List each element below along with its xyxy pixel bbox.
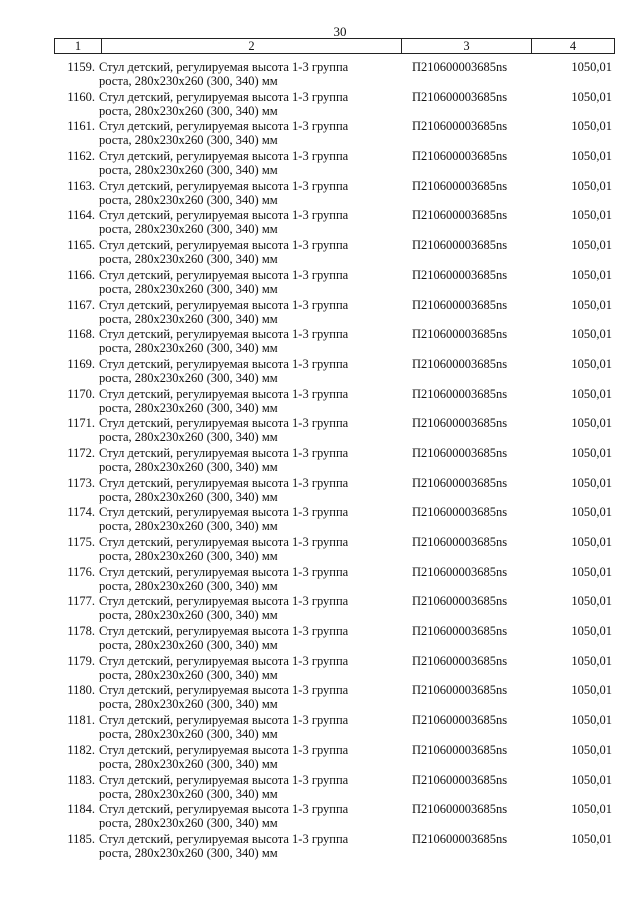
row-price: 1050,01: [571, 149, 612, 164]
row-number: 1169.: [67, 356, 95, 371]
row-code: П210600003685ns: [412, 594, 508, 609]
table-row: [54, 357, 614, 387]
row-number: 1184.: [67, 802, 95, 817]
description-line-1: Стул детский, регулируемая высота 1-3 группа: [99, 297, 349, 312]
row-price: 1050,01: [571, 416, 612, 431]
row-description: [99, 268, 399, 296]
description-line-1: Стул детский, регулируемая высота 1-3 группа: [99, 802, 349, 817]
row-description: [99, 179, 399, 207]
description-line-2: роста, 280x230x260 (300, 340) мм: [99, 667, 278, 682]
row-number: 1185.: [67, 831, 95, 846]
table-row: [54, 476, 614, 506]
description-line-2: роста, 280x230x260 (300, 340) мм: [99, 549, 278, 563]
description-line-2: роста, 280x230x260 (300, 340) мм: [99, 519, 278, 534]
row-price: 1050,01: [571, 772, 612, 787]
row-price: 1050,01: [571, 208, 612, 223]
description-line-2: роста, 280x230x260 (300, 340) мм: [99, 103, 278, 118]
row-description: [99, 416, 399, 444]
description-line-1: Стул детский, регулируемая высота 1-3 группа: [99, 267, 349, 282]
description-line-1: Стул детский, регулируемая высота 1-3 группа: [99, 386, 349, 401]
description-line-2: роста, 280x230x260 (300, 340) мм: [99, 756, 278, 771]
row-number: 1181.: [67, 713, 95, 728]
table-row: [54, 327, 614, 357]
row-code: П210600003685ns: [412, 178, 508, 193]
column-header-row: [54, 38, 615, 54]
description-line-1: Стул детский, регулируемая высота 1-3 группа: [99, 416, 349, 431]
row-price: 1050,01: [571, 445, 612, 460]
column-header-3: 3: [402, 39, 532, 54]
description-line-1: Стул детский, регулируемая высота 1-3 группа: [99, 624, 349, 639]
row-price: 1050,01: [571, 802, 612, 817]
row-code: П210600003685ns: [412, 356, 508, 371]
row-code: П210600003685ns: [412, 772, 508, 787]
description-line-2: роста, 280x230x260 (300, 340) мм: [99, 222, 278, 237]
row-number: 1172.: [67, 445, 95, 460]
row-number: 1182.: [67, 742, 95, 757]
row-price: 1050,01: [571, 594, 612, 609]
row-description: [99, 60, 399, 88]
row-description: [99, 238, 399, 266]
table-row: [54, 683, 614, 713]
description-line-2: роста, 280x230x260 (300, 340) мм: [99, 638, 278, 653]
column-header-1: 1: [55, 39, 102, 54]
row-description: [99, 565, 399, 593]
description-line-1: Стул детский, регулируемая высота 1-3 группа: [99, 327, 349, 342]
page-number: 30: [333, 24, 347, 39]
row-code: П210600003685ns: [412, 416, 508, 431]
row-code: П210600003685ns: [412, 683, 508, 698]
row-description: [99, 535, 399, 563]
row-price: 1050,01: [571, 356, 612, 371]
table-row: [54, 565, 614, 595]
row-code: П210600003685ns: [412, 149, 508, 164]
description-line-1: Стул детский, регулируемая высота 1-3 группа: [99, 445, 349, 460]
table-row: [54, 238, 614, 268]
table-row: [54, 535, 614, 565]
description-line-2: роста, 280x230x260 (300, 340) мм: [99, 192, 278, 207]
description-line-1: Стул детский, регулируемая высота 1-3 группа: [99, 149, 349, 164]
row-description: [99, 298, 399, 326]
row-number: 1166.: [67, 267, 95, 282]
table-row: [54, 505, 614, 535]
table-row: [54, 743, 614, 773]
row-code: П210600003685ns: [412, 564, 508, 579]
row-number: 1180.: [67, 683, 95, 698]
row-number: 1160.: [67, 89, 95, 104]
row-description: [99, 90, 399, 118]
description-line-2: роста, 280x230x260 (300, 340) мм: [99, 430, 278, 445]
row-number: 1161.: [67, 119, 95, 134]
row-code: П210600003685ns: [412, 713, 508, 728]
description-line-2: роста, 280x230x260 (300, 340) мм: [99, 370, 278, 385]
row-code: П210600003685ns: [412, 535, 508, 549]
description-line-2: роста, 280x230x260 (300, 340) мм: [99, 578, 278, 593]
row-description: [99, 327, 399, 355]
row-number: 1171.: [67, 416, 95, 431]
row-code: П210600003685ns: [412, 208, 508, 223]
table-row: [54, 446, 614, 476]
row-code: П210600003685ns: [412, 624, 508, 639]
table-row: [54, 90, 614, 120]
row-code: П210600003685ns: [412, 505, 508, 520]
description-line-2: роста, 280x230x260 (300, 340) мм: [99, 400, 278, 415]
description-line-1: Стул детский, регулируемая высота 1-3 группа: [99, 505, 349, 520]
row-description: [99, 624, 399, 652]
row-description: [99, 476, 399, 504]
row-code: П210600003685ns: [412, 802, 508, 817]
description-line-2: роста, 280x230x260 (300, 340) мм: [99, 489, 278, 504]
description-line-1: Стул детский, регулируемая высота 1-3 группа: [99, 60, 349, 74]
row-description: [99, 743, 399, 771]
description-line-2: роста, 280x230x260 (300, 340) мм: [99, 816, 278, 831]
table-row: [54, 416, 614, 446]
column-header-2: 2: [102, 39, 402, 54]
description-line-1: Стул детский, регулируемая высота 1-3 группа: [99, 475, 349, 490]
description-line-1: Стул детский, регулируемая высота 1-3 группа: [99, 119, 349, 134]
description-line-1: Стул детский, регулируемая высота 1-3 группа: [99, 564, 349, 579]
row-description: [99, 149, 399, 177]
row-description: [99, 387, 399, 415]
table-row: [54, 60, 614, 90]
row-price: 1050,01: [571, 475, 612, 490]
description-line-1: Стул детский, регулируемая высота 1-3 группа: [99, 742, 349, 757]
row-price: 1050,01: [571, 386, 612, 401]
table-row: [54, 179, 614, 209]
table-row: [54, 802, 614, 832]
table-row: [54, 773, 614, 803]
description-line-2: роста, 280x230x260 (300, 340) мм: [99, 459, 278, 474]
row-description: [99, 505, 399, 533]
row-price: 1050,01: [571, 653, 612, 668]
table-body: [54, 60, 614, 862]
description-line-1: Стул детский, регулируемая высота 1-3 группа: [99, 178, 349, 193]
table-row: [54, 654, 614, 684]
description-line-2: роста, 280x230x260 (300, 340) мм: [99, 252, 278, 267]
row-price: 1050,01: [571, 624, 612, 639]
description-line-2: роста, 280x230x260 (300, 340) мм: [99, 786, 278, 801]
description-line-2: роста, 280x230x260 (300, 340) мм: [99, 133, 278, 148]
row-price: 1050,01: [571, 831, 612, 846]
description-line-2: роста, 280x230x260 (300, 340) мм: [99, 281, 278, 296]
row-description: [99, 119, 399, 147]
row-price: 1050,01: [571, 505, 612, 520]
row-description: [99, 446, 399, 474]
row-number: 1159.: [67, 60, 95, 74]
row-number: 1179.: [67, 653, 95, 668]
row-number: 1178.: [67, 624, 95, 639]
description-line-2: роста, 280x230x260 (300, 340) мм: [99, 697, 278, 712]
row-description: [99, 773, 399, 801]
row-number: 1170.: [67, 386, 95, 401]
row-code: П210600003685ns: [412, 445, 508, 460]
table-row: [54, 119, 614, 149]
row-price: 1050,01: [571, 297, 612, 312]
table-row: [54, 149, 614, 179]
description-line-1: Стул детский, регулируемая высота 1-3 группа: [99, 683, 349, 698]
table-row: [54, 298, 614, 328]
row-price: 1050,01: [571, 742, 612, 757]
row-price: 1050,01: [571, 713, 612, 728]
row-price: 1050,01: [571, 327, 612, 342]
description-line-1: Стул детский, регулируемая высота 1-3 группа: [99, 238, 349, 253]
row-price: 1050,01: [571, 60, 612, 74]
description-line-2: роста, 280x230x260 (300, 340) мм: [99, 74, 278, 88]
description-line-1: Стул детский, регулируемая высота 1-3 группа: [99, 713, 349, 728]
row-number: 1168.: [67, 327, 95, 342]
row-code: П210600003685ns: [412, 60, 508, 74]
row-number: 1177.: [67, 594, 95, 609]
row-description: [99, 357, 399, 385]
description-line-1: Стул детский, регулируемая высота 1-3 группа: [99, 89, 349, 104]
row-price: 1050,01: [571, 119, 612, 134]
description-line-2: роста, 280x230x260 (300, 340) мм: [99, 845, 278, 860]
description-line-2: роста, 280x230x260 (300, 340) мм: [99, 608, 278, 623]
row-number: 1167.: [67, 297, 95, 312]
description-line-2: роста, 280x230x260 (300, 340) мм: [99, 163, 278, 178]
row-code: П210600003685ns: [412, 386, 508, 401]
row-code: П210600003685ns: [412, 297, 508, 312]
row-number: 1165.: [67, 238, 95, 253]
row-code: П210600003685ns: [412, 475, 508, 490]
description-line-2: роста, 280x230x260 (300, 340) мм: [99, 341, 278, 356]
table-row: [54, 208, 614, 238]
row-code: П210600003685ns: [412, 327, 508, 342]
row-code: П210600003685ns: [412, 831, 508, 846]
description-line-1: Стул детский, регулируемая высота 1-3 группа: [99, 356, 349, 371]
row-number: 1163.: [67, 178, 95, 193]
row-code: П210600003685ns: [412, 119, 508, 134]
row-description: [99, 654, 399, 682]
row-number: 1183.: [67, 772, 95, 787]
description-line-1: Стул детский, регулируемая высота 1-3 группа: [99, 535, 349, 549]
row-description: [99, 683, 399, 711]
description-line-2: роста, 280x230x260 (300, 340) мм: [99, 311, 278, 326]
row-number: 1174.: [67, 505, 95, 520]
row-description: [99, 713, 399, 741]
description-line-2: роста, 280x230x260 (300, 340) мм: [99, 727, 278, 742]
description-line-1: Стул детский, регулируемая высота 1-3 группа: [99, 831, 349, 846]
row-price: 1050,01: [571, 178, 612, 193]
row-description: [99, 832, 399, 860]
column-header-4: 4: [532, 39, 615, 54]
description-line-1: Стул детский, регулируемая высота 1-3 группа: [99, 653, 349, 668]
row-description: [99, 594, 399, 622]
row-code: П210600003685ns: [412, 238, 508, 253]
table-row: [54, 832, 614, 862]
row-code: П210600003685ns: [412, 653, 508, 668]
description-line-1: Стул детский, регулируемая высота 1-3 группа: [99, 772, 349, 787]
row-code: П210600003685ns: [412, 89, 508, 104]
row-number: 1164.: [67, 208, 95, 223]
description-line-1: Стул детский, регулируемая высота 1-3 группа: [99, 594, 349, 609]
row-description: [99, 208, 399, 236]
row-price: 1050,01: [571, 267, 612, 282]
row-price: 1050,01: [571, 683, 612, 698]
row-number: 1176.: [67, 564, 95, 579]
table-row: [54, 624, 614, 654]
row-code: П210600003685ns: [412, 742, 508, 757]
row-price: 1050,01: [571, 238, 612, 253]
row-code: П210600003685ns: [412, 267, 508, 282]
row-description: [99, 802, 399, 830]
table-row: [54, 713, 614, 743]
row-price: 1050,01: [571, 89, 612, 104]
row-number: 1173.: [67, 475, 95, 490]
table-row: [54, 268, 614, 298]
table-row: [54, 594, 614, 624]
row-number: 1162.: [67, 149, 95, 164]
table-row: [54, 387, 614, 417]
description-line-1: Стул детский, регулируемая высота 1-3 группа: [99, 208, 349, 223]
row-price: 1050,01: [571, 564, 612, 579]
row-number: 1175.: [67, 535, 95, 549]
row-price: 1050,01: [571, 535, 612, 549]
